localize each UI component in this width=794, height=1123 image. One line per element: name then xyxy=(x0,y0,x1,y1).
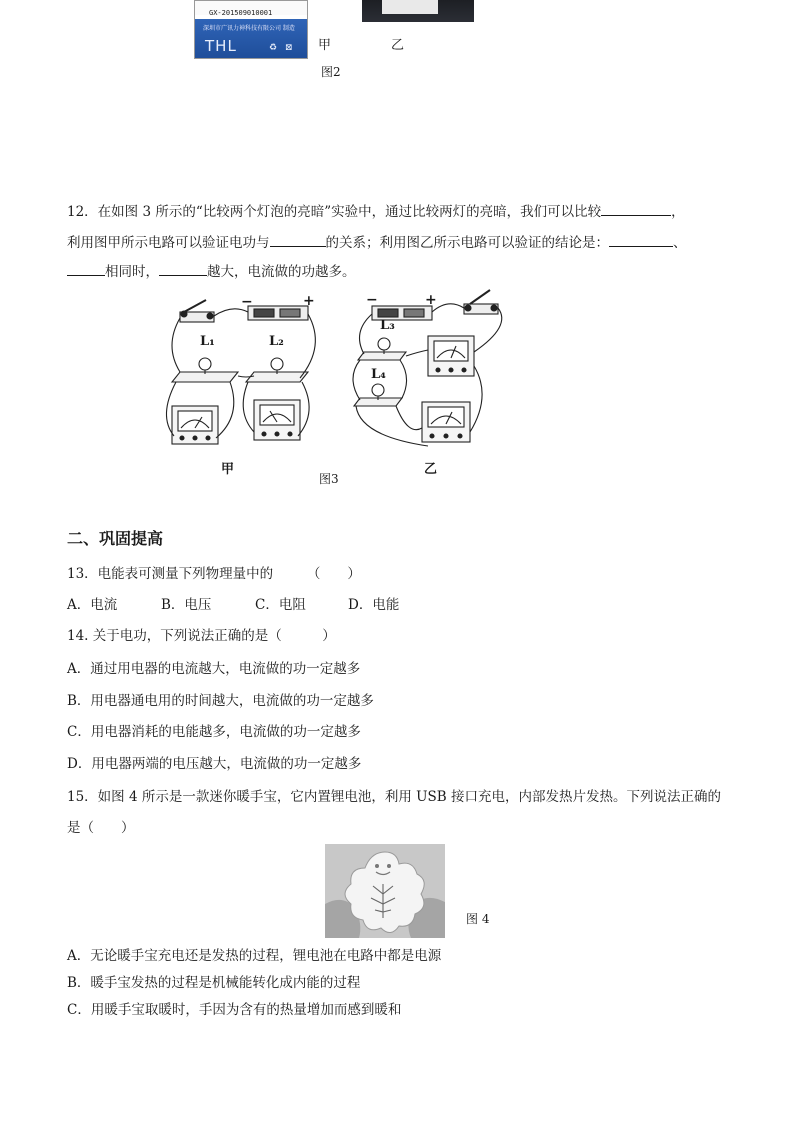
lamp-holder-l3 xyxy=(358,338,406,360)
fig3-lamp-l2: L₂ xyxy=(269,334,284,349)
battery-left xyxy=(248,306,308,320)
q12-line2-text-b: 的关系；利用图乙所示电路可以验证的结论是： xyxy=(325,235,609,251)
q12-blank-4 xyxy=(67,261,105,276)
q13-stem: 13．电能表可测量下列物理量中的 （ ） xyxy=(67,566,361,582)
lamp-holder-l2 xyxy=(246,358,308,382)
q12-blank-5 xyxy=(159,261,207,276)
ammeter-1 xyxy=(428,336,474,376)
q14-option-d: D．用电器两端的电压越大，电流做的功一定越多 xyxy=(67,756,362,772)
q12-line3-text-b: 越大，电流做的功越多。 xyxy=(207,264,356,280)
fig3-right-label: 乙 xyxy=(424,462,438,477)
ammeter-2 xyxy=(422,402,470,442)
lamp-holder-l1 xyxy=(172,358,238,382)
q13-option-a: A．电流 xyxy=(67,597,118,613)
section-2-title: 二、巩固提高 xyxy=(67,529,164,548)
q14-option-c: C．用电器消耗的电能越多，电流做的功一定越多 xyxy=(67,724,361,740)
q12-line1 xyxy=(67,201,685,222)
q12-line3 xyxy=(67,261,356,282)
bin-icon: ⊠ xyxy=(285,43,293,53)
recycle-icon: ♻ xyxy=(269,43,278,53)
fig3-circuits xyxy=(150,286,520,476)
voltmeter-2 xyxy=(254,400,300,440)
q13-option-c: C．电阻 xyxy=(255,597,306,613)
q15-stem-line1: 15．如图 4 所示是一款迷你暖手宝，它内置锂电池，利用 USB 接口充电，内部发热片发热。下列说法正确的 xyxy=(67,789,721,805)
fig3-left-plus: + xyxy=(303,293,315,309)
fig2-maker-text: 深圳市广讯力神科技有限公司 制造 xyxy=(203,25,295,32)
q12-line2 xyxy=(67,232,687,253)
q15-stem-line2: 是（ ） xyxy=(67,820,135,836)
q13-option-b: B．电压 xyxy=(161,597,212,613)
fig3-lamp-l1: L₁ xyxy=(200,334,215,349)
fig3-right-minus: − xyxy=(366,292,378,308)
switch-right xyxy=(464,290,498,314)
fig2-barcode-text: GX-201509010001 xyxy=(209,9,273,17)
q13-option-d: D．电能 xyxy=(348,597,400,613)
q15-option-b: B．暖手宝发热的过程是机械能转化成内能的过程 xyxy=(67,975,361,991)
fig2-label-right: 乙 xyxy=(391,38,405,53)
q15-option-c: C．用暖手宝取暖时，手因为含有的热量增加而感到暖和 xyxy=(67,1002,402,1018)
q12-line3-text-a: 相同时， xyxy=(105,264,159,280)
q14-option-b: B．用电器通电用的时间越大，电流做的功一定越多 xyxy=(67,693,374,709)
q12-line1-end: ， xyxy=(671,204,685,220)
fig3-lamp-l4: L₄ xyxy=(371,367,386,382)
fig2-label-sticker xyxy=(382,0,438,14)
fig3-left-label: 甲 xyxy=(221,462,235,477)
q14-stem: 14. 关于电功，下列说法正确的是（ ） xyxy=(67,628,336,644)
fig3-right-plus: + xyxy=(425,292,437,308)
voltmeter-1 xyxy=(172,406,218,444)
fig4-caption: 图 4 xyxy=(466,912,490,926)
q12-blank-2 xyxy=(270,232,326,247)
lamp-holder-l4 xyxy=(354,384,402,406)
q12-line2-end: 、 xyxy=(673,235,687,251)
fig4-hand-warmer-photo xyxy=(325,844,445,938)
fig2-photo-left xyxy=(194,0,308,59)
fig3-lamp-l3: L₃ xyxy=(380,318,395,333)
q12-line2-text-a: 利用图甲所示电路可以验证电功与 xyxy=(67,235,270,251)
q12-blank-1 xyxy=(601,201,671,216)
fig3-caption: 图3 xyxy=(319,472,339,486)
q12-blank-3 xyxy=(609,232,673,247)
fig3-left-circuit xyxy=(166,300,315,444)
fig3-left-minus: − xyxy=(241,294,253,310)
fig2-caption: 图2 xyxy=(321,65,341,79)
q12-line1-text: 12．在如图 3 所示的“比较两个灯泡的亮暗”实验中，通过比较两灯的亮暗，我们可以比较 xyxy=(67,204,602,220)
q14-option-a: A．通过用电器的电流越大，电流做的功一定越多 xyxy=(67,661,361,677)
q15-option-a: A．无论暖手宝充电还是发热的过程，锂电池在电路中都是电源 xyxy=(67,948,442,964)
switch-left xyxy=(180,300,214,322)
fig2-brand-logo: THL xyxy=(205,37,237,55)
fig2-label-left: 甲 xyxy=(318,38,332,53)
fig2-photo-right xyxy=(362,0,474,22)
